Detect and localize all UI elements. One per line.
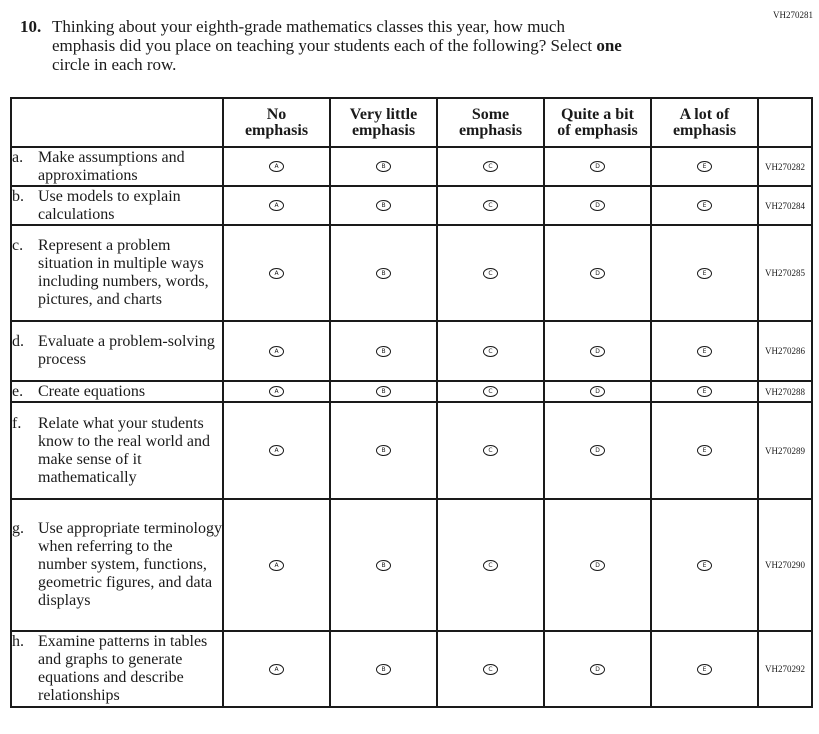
response-bubble-b[interactable]: B (376, 200, 391, 211)
option-cell (223, 321, 330, 381)
response-bubble-e[interactable]: E (697, 161, 712, 172)
option-cell (544, 631, 651, 707)
option-cell (437, 225, 544, 321)
response-bubble-a[interactable]: A (269, 161, 284, 172)
item-letter: d. (12, 333, 24, 350)
item-code: VH270292 (758, 631, 812, 707)
option-cell (437, 402, 544, 499)
question-prompt (20, 17, 780, 74)
option-cell (544, 186, 651, 225)
table-row (11, 321, 812, 381)
item-letter: g. (12, 520, 24, 537)
item-text: Make assumptions and approximations (38, 148, 185, 184)
response-bubble-c[interactable]: C (483, 386, 498, 397)
response-bubble-e[interactable]: E (697, 346, 712, 357)
response-bubble-b[interactable]: B (376, 346, 391, 357)
item-letter: h. (12, 633, 24, 650)
option-cell (651, 499, 758, 631)
option-cell (223, 147, 330, 186)
item-text: Relate what your students know to the real world and make sense of it mathematically (38, 414, 210, 486)
option-cell (651, 225, 758, 321)
response-bubble-b[interactable]: B (376, 161, 391, 172)
item-cell (11, 186, 223, 225)
response-bubble-c[interactable]: C (483, 664, 498, 675)
option-cell (223, 381, 330, 402)
table-row (11, 402, 812, 499)
response-bubble-a[interactable]: A (269, 560, 284, 571)
header-blank-cell (11, 98, 223, 147)
column-header-very-little-emphasis: Very little emphasis (330, 98, 437, 147)
option-cell (544, 321, 651, 381)
option-cell (651, 402, 758, 499)
option-cell (651, 147, 758, 186)
response-bubble-b[interactable]: B (376, 560, 391, 571)
response-bubble-d[interactable]: D (590, 346, 605, 357)
response-bubble-a[interactable]: A (269, 386, 284, 397)
item-cell (11, 381, 223, 402)
item-text: Create equations (38, 382, 146, 400)
item-code: VH270282 (758, 147, 812, 186)
item-letter: a. (12, 148, 24, 166)
column-header-some-emphasis: Some emphasis (437, 98, 544, 147)
column-header-quite-a-bit-of-emphasis: Quite a bit of emphasis (544, 98, 651, 147)
response-bubble-e[interactable]: E (697, 664, 712, 675)
option-cell (330, 225, 437, 321)
table-row (11, 186, 812, 225)
response-bubble-d[interactable]: D (590, 664, 605, 675)
item-code: VH270285 (758, 225, 812, 321)
option-cell (330, 321, 437, 381)
response-bubble-b[interactable]: B (376, 664, 391, 675)
response-bubble-c[interactable]: C (483, 445, 498, 456)
question-number: 10. (20, 17, 42, 36)
option-cell (330, 499, 437, 631)
table-row (11, 631, 812, 707)
response-bubble-b[interactable]: B (376, 386, 391, 397)
response-bubble-e[interactable]: E (697, 386, 712, 397)
option-cell (223, 499, 330, 631)
response-bubble-c[interactable]: C (483, 161, 498, 172)
response-bubble-d[interactable]: D (590, 268, 605, 279)
table-row (11, 381, 812, 402)
option-cell (544, 402, 651, 499)
option-cell (223, 402, 330, 499)
item-cell (11, 147, 223, 186)
option-cell (544, 499, 651, 631)
option-cell (437, 499, 544, 631)
item-letter: e. (12, 382, 24, 400)
table-row (11, 147, 812, 186)
option-cell (330, 186, 437, 225)
item-letter: f. (12, 414, 22, 432)
option-cell (223, 631, 330, 707)
item-code: VH270286 (758, 321, 812, 381)
item-letter: b. (12, 187, 24, 205)
item-cell (11, 499, 223, 631)
option-cell (544, 147, 651, 186)
response-bubble-b[interactable]: B (376, 268, 391, 279)
option-cell (437, 147, 544, 186)
option-cell (223, 186, 330, 225)
item-letter: c. (12, 237, 24, 254)
option-cell (437, 631, 544, 707)
question-line-1: Thinking about your eighth-grade mathematics classes this year, how much (52, 17, 565, 36)
item-text: Use models to explain calculations (38, 187, 181, 223)
table-row (11, 225, 812, 321)
response-grid (10, 97, 813, 708)
header-code-cell (758, 98, 812, 147)
response-bubble-d[interactable]: D (590, 445, 605, 456)
table-row (11, 499, 812, 631)
item-text: Use appropriate terminology when referring to the number system, functions, geometric figures, and data displays (38, 520, 222, 609)
question-line-2: emphasis did you place on teaching your students each of the following? Select (52, 36, 593, 55)
response-bubble-a[interactable]: A (269, 445, 284, 456)
response-bubble-a[interactable]: A (269, 200, 284, 211)
response-bubble-d[interactable]: D (590, 161, 605, 172)
item-code: VH270290 (758, 499, 812, 631)
response-bubble-c[interactable]: C (483, 268, 498, 279)
item-text: Evaluate a problem-solving process (38, 333, 215, 368)
option-cell (651, 381, 758, 402)
question-line-3: circle in each row. (52, 55, 177, 74)
response-bubble-e[interactable]: E (697, 445, 712, 456)
item-cell (11, 321, 223, 381)
option-cell (223, 225, 330, 321)
option-cell (330, 402, 437, 499)
response-bubble-a[interactable]: A (269, 268, 284, 279)
response-bubble-d[interactable]: D (590, 200, 605, 211)
option-cell (330, 381, 437, 402)
option-cell (437, 321, 544, 381)
option-cell (651, 321, 758, 381)
option-cell (437, 381, 544, 402)
column-header-a-lot-of-emphasis: A lot of emphasis (651, 98, 758, 147)
option-cell (437, 186, 544, 225)
item-text: Represent a problem situation in multiple ways including numbers, words, pictures, and charts (38, 237, 209, 308)
response-bubble-a[interactable]: A (269, 664, 284, 675)
column-header-no-emphasis: No emphasis (223, 98, 330, 147)
option-cell (330, 631, 437, 707)
item-code: VH270289 (758, 402, 812, 499)
option-cell (651, 186, 758, 225)
option-cell (544, 225, 651, 321)
response-bubble-c[interactable]: C (483, 560, 498, 571)
item-cell (11, 631, 223, 707)
response-bubble-d[interactable]: D (590, 560, 605, 571)
response-bubble-d[interactable]: D (590, 386, 605, 397)
option-cell (651, 631, 758, 707)
item-cell (11, 225, 223, 321)
response-bubble-e[interactable]: E (697, 268, 712, 279)
response-bubble-c[interactable]: C (483, 200, 498, 211)
question-emphasis-one: one (596, 36, 622, 55)
question-id-code: VH270281 (773, 10, 813, 20)
item-code: VH270288 (758, 381, 812, 402)
response-bubble-c[interactable]: C (483, 346, 498, 357)
item-text: Examine patterns in tables and graphs to generate equations and describe relationships (38, 633, 208, 704)
option-cell (544, 381, 651, 402)
option-cell (330, 147, 437, 186)
response-bubble-e[interactable]: E (697, 560, 712, 571)
response-bubble-e[interactable]: E (697, 200, 712, 211)
response-bubble-b[interactable]: B (376, 445, 391, 456)
item-code: VH270284 (758, 186, 812, 225)
response-bubble-a[interactable]: A (269, 346, 284, 357)
item-cell (11, 402, 223, 499)
header-row (11, 98, 812, 147)
